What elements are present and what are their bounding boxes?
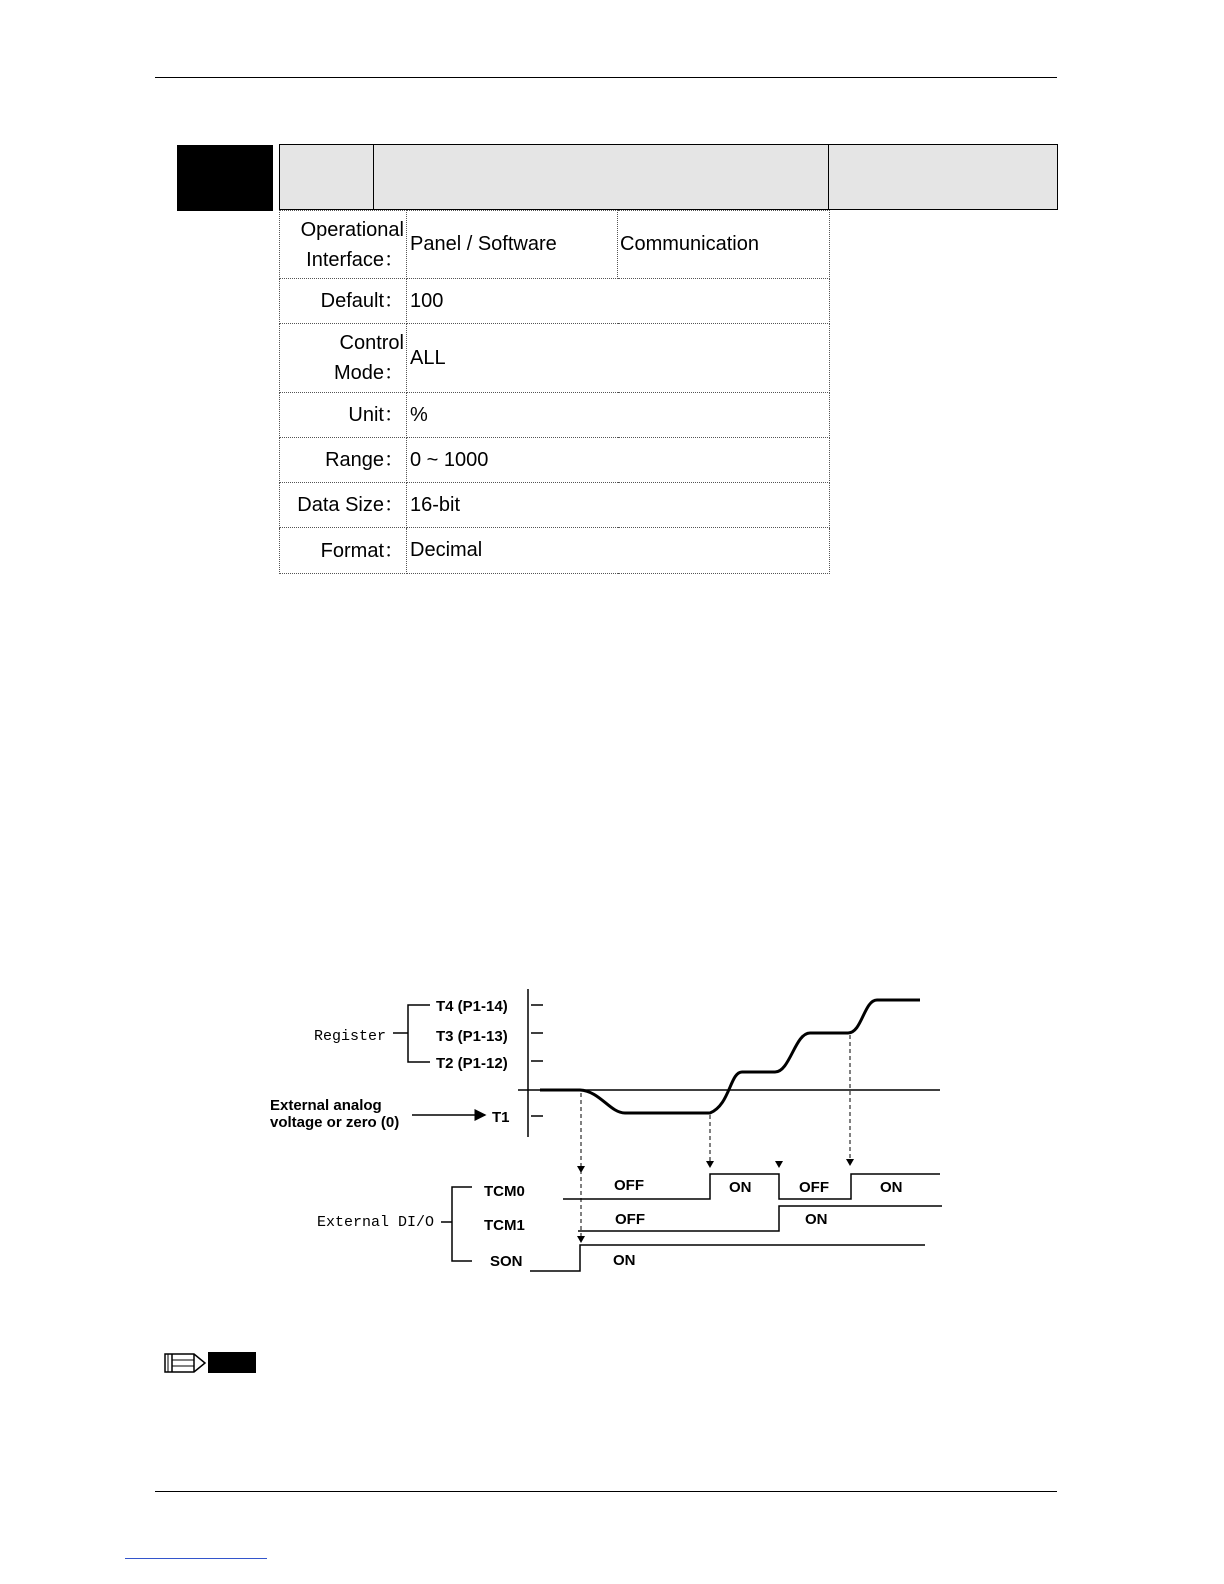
row-label [280, 324, 407, 393]
tcm1-state: ON [805, 1211, 828, 1228]
torque-curve [540, 1000, 920, 1113]
dio-bracket [452, 1187, 472, 1261]
interface-panel-value: Panel / Software [407, 211, 618, 279]
parameter-table [279, 210, 830, 574]
header-rule [155, 77, 1057, 78]
range-value: 0 ~ 1000 [407, 438, 830, 483]
note-pencil-icon [163, 1351, 207, 1375]
table-row [280, 324, 830, 393]
torque-limit-timing-diagram [260, 985, 950, 1285]
unit-value: % [407, 393, 830, 438]
section-tab-block [177, 145, 273, 211]
analog-label-line2: voltage or zero (0) [270, 1114, 400, 1131]
row-label: Unit： [280, 393, 407, 438]
tcm0-state: ON [880, 1179, 903, 1196]
tcm1-state: OFF [615, 1211, 645, 1228]
format-value: Decimal [407, 528, 830, 574]
header-divider [373, 145, 374, 209]
analog-label-line1: External analog [270, 1097, 382, 1114]
arrowhead-icon [706, 1161, 714, 1168]
row-label-line: Control [339, 332, 404, 354]
row-label: Data Size： [280, 483, 407, 528]
tcm1-label: TCM1 [484, 1217, 525, 1234]
table-row [280, 393, 830, 438]
tcm0-label: TCM0 [484, 1183, 525, 1200]
table-row [280, 279, 830, 324]
tcm0-state: OFF [614, 1177, 644, 1194]
arrowhead-icon [846, 1159, 854, 1166]
data-size-value: 16-bit [407, 483, 830, 528]
row-label-line: Operational [300, 218, 404, 241]
footer-link-underline [125, 1558, 267, 1559]
arrowhead-icon [577, 1166, 585, 1173]
register-label: Register [314, 1028, 387, 1045]
arrowhead-icon [775, 1161, 783, 1168]
row-label [280, 211, 407, 279]
row-label-line: Mode： [333, 362, 404, 384]
t4-label: T4 (P1-14) [436, 998, 508, 1015]
son-trace [530, 1245, 925, 1271]
table-row [280, 528, 830, 574]
t3-label: T3 (P1-13) [436, 1028, 508, 1045]
table-row [280, 211, 830, 279]
tcm0-state: OFF [799, 1179, 829, 1196]
parameter-header-row [279, 144, 1058, 210]
footer-rule [155, 1491, 1057, 1492]
default-value: 100 [407, 279, 830, 324]
t1-label: T1 [492, 1109, 510, 1126]
external-dio-label: External DI/O [317, 1214, 435, 1231]
tcm0-state: ON [729, 1179, 752, 1196]
row-label-line: Interface： [306, 248, 404, 271]
table-row [280, 483, 830, 528]
t2-label: T2 (P1-12) [436, 1055, 508, 1072]
row-label: Default： [280, 279, 407, 324]
control-mode-value: ALL [407, 324, 830, 393]
row-label: Range： [280, 438, 407, 483]
table-row [280, 438, 830, 483]
register-bracket [408, 1005, 430, 1062]
note-tag-block [208, 1352, 256, 1373]
son-state: ON [613, 1252, 636, 1269]
arrowhead-icon [577, 1236, 585, 1243]
header-divider [828, 145, 829, 209]
son-label: SON [490, 1253, 523, 1270]
row-label: Format： [280, 528, 407, 574]
interface-communication-value: Communication [618, 211, 830, 279]
